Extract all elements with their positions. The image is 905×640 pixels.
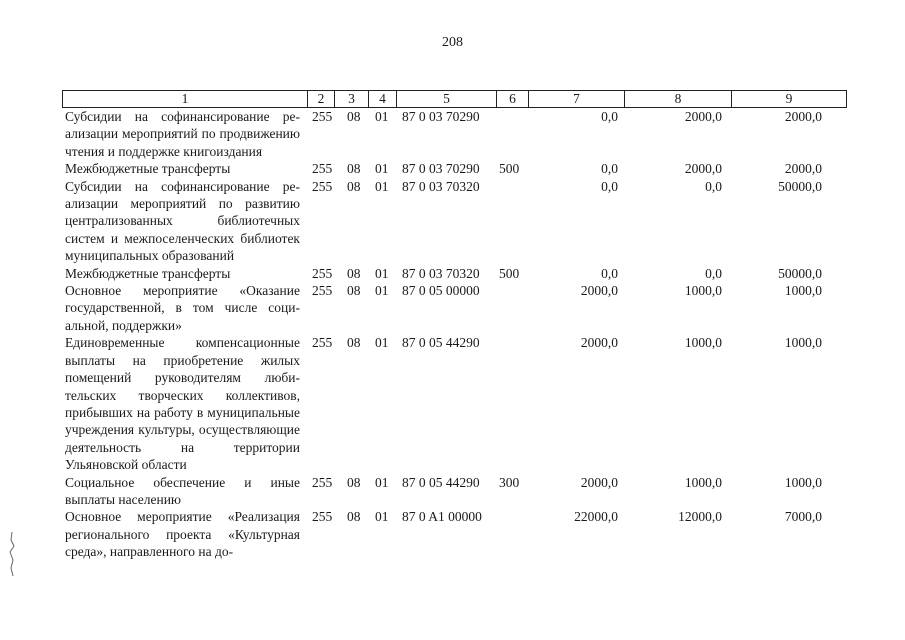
row-col-3: 08 [347, 283, 361, 299]
row-col-8: 2000,0 [684, 161, 722, 177]
row-col-5: 87 0 05 00000 [402, 283, 480, 299]
row-col-7: 2000,0 [580, 335, 618, 351]
header-col-5: 5 [397, 91, 497, 107]
budget-table [62, 108, 847, 561]
table-header [62, 90, 847, 108]
row-col-9: 1000,0 [784, 283, 822, 299]
row-col-6: 500 [499, 265, 520, 281]
row-col-8: 0,0 [705, 265, 722, 281]
row-col-3: 08 [347, 109, 361, 124]
header-col-1: 1 [63, 91, 308, 107]
row-col-2: 255 [312, 509, 333, 525]
header-col-4: 4 [369, 91, 397, 107]
row-col-4: 01 [375, 178, 389, 194]
row-col-3: 08 [347, 178, 361, 194]
row-col-8: 2000,0 [684, 109, 722, 124]
row-col-7: 0,0 [601, 178, 618, 194]
row-col-4: 01 [375, 109, 389, 124]
row-col-9: 50000,0 [778, 178, 822, 194]
row-name: Единовременные компенсационные выплаты на приобретение жилых помещений руководителям любительских творческих коллективов, прибывших на работу в муниципальные учреждения культуры, осуществляющие деятельность на территории Ульяновской области [65, 335, 300, 473]
row-col-2: 255 [312, 474, 333, 490]
row-col-3: 08 [347, 265, 361, 281]
row-col-8: 1000,0 [684, 335, 722, 351]
row-col-5: 87 0 03 70320 [402, 265, 480, 281]
row-col-7: 0,0 [601, 265, 618, 281]
row-col-9: 2000,0 [784, 109, 822, 124]
row-col-7: 2000,0 [580, 283, 618, 299]
row-col-8: 12000,0 [678, 509, 722, 525]
row-col-9: 1000,0 [784, 474, 822, 490]
row-col-9: 2000,0 [784, 161, 822, 177]
row-col-7: 2000,0 [580, 474, 618, 490]
row-col-6: 300 [499, 474, 520, 490]
row-col-4: 01 [375, 265, 389, 281]
table-row [62, 160, 847, 177]
row-col-2: 255 [312, 161, 333, 177]
header-col-3: 3 [335, 91, 369, 107]
row-col-7: 22000,0 [574, 509, 618, 525]
row-col-2: 255 [312, 109, 333, 124]
row-name: Основное мероприятие «Реализация регионального проекта «Культурная среда», направленного на до- [65, 509, 300, 560]
row-col-5: 87 0 03 70290 [402, 161, 480, 177]
row-col-9: 50000,0 [778, 265, 822, 281]
row-col-8: 0,0 [705, 178, 722, 194]
header-col-9: 9 [785, 91, 793, 106]
row-col-4: 01 [375, 335, 389, 351]
row-col-2: 255 [312, 283, 333, 299]
header-col-2: 2 [308, 91, 335, 107]
row-col-3: 08 [347, 335, 361, 351]
row-col-5: 87 0 A1 00000 [402, 509, 482, 525]
row-col-2: 255 [312, 265, 333, 281]
table-row [62, 265, 847, 282]
header-col-8: 8 [625, 91, 732, 107]
row-name: Межбюджетные трансферты [65, 265, 231, 281]
row-col-2: 255 [312, 178, 333, 194]
row-col-3: 08 [347, 509, 361, 525]
row-col-5: 87 0 05 44290 [402, 335, 480, 351]
row-col-7: 0,0 [601, 161, 618, 177]
row-name: Основное мероприятие «Оказание государственной, в том числе социальной, поддержки» [65, 283, 300, 333]
row-col-8: 1000,0 [684, 283, 722, 299]
row-col-3: 08 [347, 474, 361, 490]
header-col-6: 6 [497, 91, 529, 107]
row-col-4: 01 [375, 509, 389, 525]
table-row [62, 178, 847, 265]
row-name: Межбюджетные трансферты [65, 161, 231, 177]
row-col-5: 87 0 05 44290 [402, 474, 480, 490]
row-col-8: 1000,0 [684, 474, 722, 490]
table-row [62, 508, 847, 560]
row-col-4: 01 [375, 474, 389, 490]
table-row [62, 334, 847, 473]
row-col-3: 08 [347, 161, 361, 177]
table-row [62, 108, 847, 160]
margin-scan-mark [6, 530, 18, 578]
row-col-6: 500 [499, 161, 520, 177]
row-name: Субсидии на софинансирование реализации мероприятий по продвижению чтения и поддержке книгоиздания [65, 109, 300, 159]
row-col-5: 87 0 03 70320 [402, 178, 480, 194]
row-col-9: 1000,0 [784, 335, 822, 351]
table-row [62, 282, 847, 334]
row-name: Субсидии на софинансирование реализации мероприятий по развитию централизованных библиотечных систем и межпоселенческих библиотек муниципальных образований [65, 178, 300, 264]
row-col-7: 0,0 [601, 109, 618, 124]
row-name: Социальное обеспечение и иные выплаты населению [65, 474, 300, 507]
row-col-4: 01 [375, 161, 389, 177]
row-col-2: 255 [312, 335, 333, 351]
table-row [62, 474, 847, 509]
row-col-4: 01 [375, 283, 389, 299]
header-col-7: 7 [529, 91, 625, 107]
row-col-9: 7000,0 [784, 509, 822, 525]
page-number: 208 [442, 35, 463, 50]
row-col-5: 87 0 03 70290 [402, 109, 480, 124]
